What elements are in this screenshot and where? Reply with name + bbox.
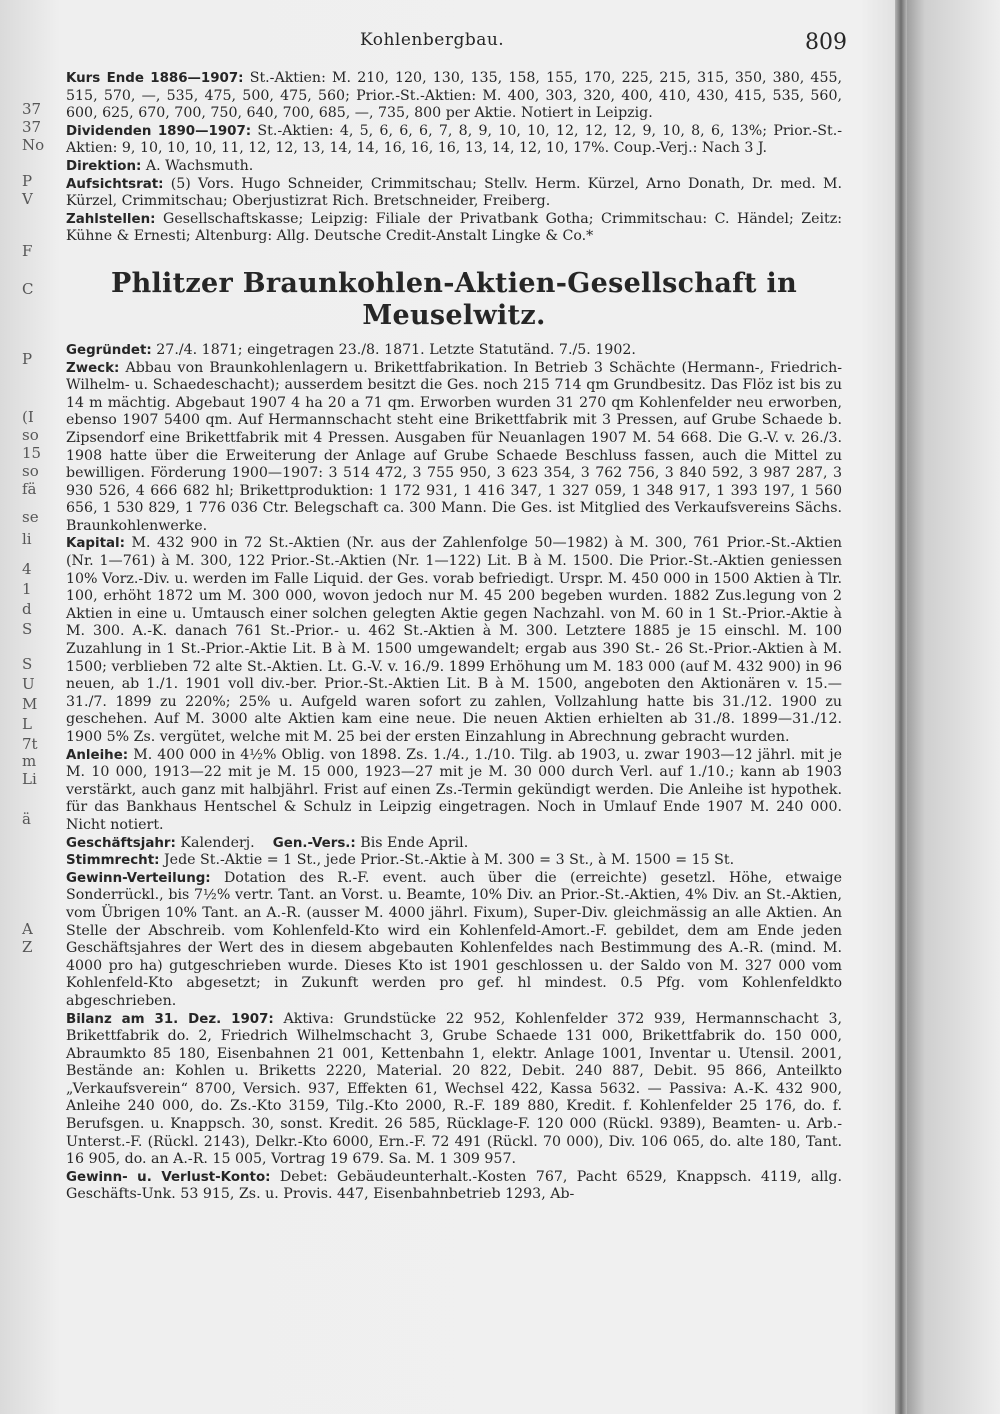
gewinn-verteilung-entry [66,870,842,1011]
entry-text: 27./4. 1871; eingetragen 23./8. 1871. Letzte Statutänd. 7./5. 1902. [156,341,636,358]
margin-fragment: 1 [22,580,32,598]
entry-text: Debet: Gebäudeunterhalt.-Kosten 767, Pacht 6529, Knappsch. 4119, allg. Geschäfts-Unk. 53 915, Zs. u. Provis. 447, Eisenbahnbetrieb 1293, Ab- [66,1168,842,1203]
entry-text: (5) Vors. Hugo Schneider, Crimmitschau; Stellv. Herm. Kürzel, Arno Donath, Dr. med. M. Kürzel, Crimmitschau; Oberjustizrat Rich. Bretschneider, Freiberg. [66,175,842,210]
entry-label: Dividenden 1890—1907: [66,123,252,139]
margin-fragment: P [22,172,33,190]
margin-fragment: A [22,920,33,938]
aufsichtsrat-entry [66,176,842,211]
page-number: 809 [805,30,847,55]
margin-fragment: d [22,600,32,618]
margin-fragment: V [22,190,33,208]
entry-text: Dotation des R.-F. event. auch über die (erreichte) gesetzl. Höhe, etwaige Sonderrückl., bis 7½% vertr. Tant. an Vorst. u. Beamte, 10% Div. an Prior.-St.-Aktien, 4% Div. an St.-Aktien, vom Übrigen 10% Tant. an A.-R. (ausser M. 4000 jährl. Fixum), Super-Div. gleichmässig an alle Aktien. An Stelle der Abschreib. vom Kohlenfeld-Kto wird ein Kohlenfeld-Amort.-F. gebildet, dem am Ende jeden Geschäftsjahres der Wert des in diesem abgebauten Kohlenfeldes nach Bestimmung des A.-R. (mind. M. 4000 pro ha) gutgeschrieben wurde. Dieses Kto ist 1901 geschlossen u. der Saldo von M. 327 000 vom Kohlenfeld-Kto abgesetzt; in Zukunft werden pro gef. hl mindest. 0.5 Pfg. vom Kohlenfeldkto abgeschrieben. [66,869,842,1009]
entry-label: Gegründet: [66,342,152,358]
gewinn-verlust-entry [66,1169,842,1204]
entry-text: Abbau von Braunkohlenlagern u. Brikettfabrikation. In Betrieb 3 Schächte (Hermann-, Friedrich-Wilhelm- u. Schaedeschacht); ausserdem besitzt die Ges. noch 215 714 qm Grundbesitz. Das Flöz ist bis zu 14 m mächtig. Abgebaut 1907 4 ha 20 a 71 qm. Erworben wurden 31 270 qm Kohlenfelder neu erworben, ebenso 1907 5400 qm. Auf Hermannschacht steht eine Brikettfabrik mit 3 Pressen, auf Grube Schaede b. Zipsendorf eine Brikettfabrik mit 4 Pressen. Ausgaben für Neuanlagen 1907 M. 54 668. Die G.-V. v. 26./3. 1908 hatte über die Erweiterung der Anlage auf Grube Schaede Beschluss fassen, auch die Mittel zu bewilligen. Förderung 1900—1907: 3 514 472, 3 755 950, 3 623 354, 3 762 756, 3 840 592, 3 987 287, 3 930 526, 4 666 682 hl; Brikettproduktion: 1 172 931, 1 416 347, 1 327 059, 1 348 917, 1 393 197, 1 560 656, 1 530 829, 1 776 036 Ctr. Belegschaft ca. 300 Mann. Die Ges. ist Mitglied des Verkaufsvereins Sächs. Braunkohlenwerke. [66,359,842,534]
kapital-entry [66,535,842,746]
gen-vers-label: Gen.-Vers.: [272,835,356,851]
margin-fragment: li [22,530,32,548]
running-head: Kohlenbergbau. [360,30,505,50]
margin-fragment: (I [22,408,34,426]
company-title: Phlitzer Braunkohlen-Aktien-Gesellschaft in Meuselwitz. [110,267,798,331]
entry-text: Kalenderj. [180,834,255,851]
margin-fragment: M [22,695,38,713]
page-body [66,70,842,1204]
margin-fragment: 4 [22,560,32,578]
margin-fragment: S [22,620,33,638]
stimmrecht-entry [66,852,842,870]
margin-fragment: Z [22,938,33,956]
margin-fragment: L [22,715,32,733]
entry-text: St.-Aktien: 4, 5, 6, 6, 6, 7, 8, 9, 10, 10, 12, 12, 12, 9, 10, 8, 6, 13%; Prior.-St.-Aktien: 9, 10, 10, 10, 11, 12, 12, 13, 14, 14, 16, 16, 16, 13, 14, 12, 10, 17%. Coup.-Verj.: Nach 3 J. [66,122,842,157]
margin-fragment: 37 [22,100,42,118]
margin-fragment: so [22,426,39,444]
entry-label: Zweck: [66,360,120,376]
margin-fragment: F [22,242,33,260]
entry-label: Direktion: [66,158,142,174]
margin-fragment: se [22,508,39,526]
margin-fragment: No [22,136,45,154]
dividenden-entry [66,123,842,158]
entry-label: Gewinn-Verteilung: [66,870,211,886]
entry-text: M. 432 900 in 72 St.-Aktien (Nr. aus der Zahlenfolge 50—1982) à M. 300, 761 Prior.-St.-Aktien (Nr. 1—761) à M. 300, 122 Prior.-St.-Aktien (Nr. 1—122) Lit. B à M. 1500. Die Prior.-St.-Aktien geniessen 10% Vorz.-Div. u. werden im Falle Liquid. der Ges. vorab befriedigt. Urspr. M. 450 000 in 1500 Aktien à Tlr. 100, erhöht 1872 um M. 300 000, wovon jedoch nur M. 45 200 begeben wurden. 1882 Zus.legung von 2 Aktien in eine u. Umtausch einer solchen gelegten Aktie gegen Nachzahl. von M. 60 in 1 St.-Prior.-Aktie à M. 300. A.-K. danach 761 St.-Prior.- u. 462 St.-Aktien à M. 300. Letztere 1885 je 15 einschl. M. 100 Zuzahlung in 1 St.-Prior.-Aktie Lit. B à M. 1500 umgewandelt; ergab aus 390 St.- 26 St.-Prior.-Aktien à M. 1500; verblieben 72 alte St.-Aktien. Lt. G.-V. v. 16./9. 1899 Erhöhung um M. 183 000 (auf M. 432 900) in 96 neuen, ab 1./1. 1901 voll div.-ber. Prior.-St.-Aktien Lit. B à M. 1500, angeboten den Aktionären v. 15.—31./7. 1899 zu 220%; 25% u. Aufgeld waren sofort zu zahlen, Vollzahlung hatte bis 31./12. 1900 zu geschehen. Auf M. 3000 alte Aktien kam eine neue. Die neuen Aktien erhielten ab 31./8. 1899—31./12. 1900 5% Zs. vergütet, welche mit M. 25 bei der ersten Einzahlung in Abrechnung gebracht wurden. [66,535,842,745]
entry-label: Stimmrecht: [66,853,160,869]
entry-label: Gewinn- u. Verlust-Konto: [66,1169,271,1185]
book-gutter [895,0,907,1414]
margin-fragment: so [22,462,39,480]
entry-text: A. Wachsmuth. [145,157,254,174]
page-header [0,25,1000,65]
margin-fragment: 37 [22,118,42,136]
entry-text: Gesellschaftskasse; Leipzig: Filiale der Privatbank Gotha; Crimmitschau: C. Händel; Zeitz: Kühne & Ernesti; Altenburg: Allg. Deutsche Credit-Anstalt Lingke & Co.* [66,210,842,245]
gegruendet-entry [66,342,842,360]
kurs-entry [66,70,842,123]
entry-text: St.-Aktien: M. 210, 120, 130, 135, 158, 155, 170, 225, 215, 315, 350, 380, 455, 515, 570, —, 535, 475, 500, 475, 560; Prior.-St.-Aktien: M. 400, 303, 320, 400, 410, 430, 415, 535, 560, 600, 625, 670, 700, 750, 640, 700, 685, —, 735, 800 per Aktie. Notiert in Leipzig. [66,70,843,122]
anleihe-entry [66,747,842,835]
entry-label: Kurs Ende 1886—1907: [66,71,244,86]
entry-text: Aktiva: Grundstücke 22 952, Kohlenfelder 372 939, Hermannschacht 3, Brikettfabrik do. 2, Friedrich Wilhelmschacht 3, Grube Schaede 131 000, Brikettfabrik do. 150 000, Abraumkto 85 180, Eisenbahnen 21 001, Kettenbahn 1, elektr. Anlage 1001, Inventar u. Utensil. 2001, Bestände an: Kohlen u. Briketts 2220, Material. 20 822, Debit. 240 887, Debit. 95 866, Anteilkto „Verkaufsverein“ 8700, Versich. 937, Effekten 61, Wechsel 422, Kassa 5632. — Passiva: A.-K. 432 900, Anleihe 240 000, do. Zs.-Kto 3159, Tilg.-Kto 2000, R.-F. 189 880, Kredit. f. Kohlenfelder 25 176, do. f. Berufsgen. u. Knappsch. 30, sonst. Kredit. 26 585, Rücklage-F. 120 000 (Rückl. 9389), Beamten- u. Arb.-Unterst.-F. (Rückl. 2143), Delkr.-Kto 6000, Ern.-F. 72 491 (Rückl. 70 000), Div. 106 065, do. alte 180, Tant. 16 905, do. an A.-R. 15 005, Vortrag 19 679. Sa. M. 1 309 957. [66,1010,842,1168]
margin-fragment: 15 [22,444,42,462]
gen-vers-text: Bis Ende April. [360,834,469,851]
direktion-entry [66,158,842,176]
zweck-entry [66,360,842,536]
bilanz-entry [66,1011,842,1169]
margin-fragment: S [22,655,33,673]
margin-fragment: P [22,350,33,368]
entry-label: Geschäftsjahr: [66,835,176,851]
zahlstellen-entry [66,211,842,246]
entry-text: Jede St.-Aktie = 1 St., jede Prior.-St.-Aktie à M. 300 = 3 St., à M. 1500 = 15 St. [163,852,735,869]
entry-label: Anleihe: [66,747,129,763]
margin-fragment: C [22,280,34,298]
entry-label: Zahlstellen: [66,211,156,227]
margin-fragment: U [22,675,35,693]
entry-text: M. 400 000 in 4½% Oblig. von 1898. Zs. 1./4., 1./10. Tilg. ab 1903, u. zwar 1903—12 jährl. mit je M. 10 000, 1913—22 mit je M. 15 000, 1923—27 mit je M. 30 000 durch Verl. auf 1./10.; kann ab 1903 verstärkt, auch ganz mit halbjährl. Frist auf einen Zs.-Termin gekündigt werden. Die Anleihe ist hypothek. für das Bankhaus Hentschel & Schulz in Leipzig eingetragen. Noch in Umlauf Ende 1907 M. 240 000. Nicht notiert. [66,746,842,833]
entry-label: Kapital: [66,536,125,552]
geschaeftsjahr-entry [66,835,842,853]
margin-fragment: m [22,752,37,770]
margin-fragment: ä [22,810,31,828]
entry-label: Aufsichtsrat: [66,176,164,192]
margin-fragment: Li [22,770,37,788]
margin-fragment: 7t [22,735,38,753]
entry-label: Bilanz am 31. Dez. 1907: [66,1011,274,1027]
margin-fragment: fä [22,480,37,498]
